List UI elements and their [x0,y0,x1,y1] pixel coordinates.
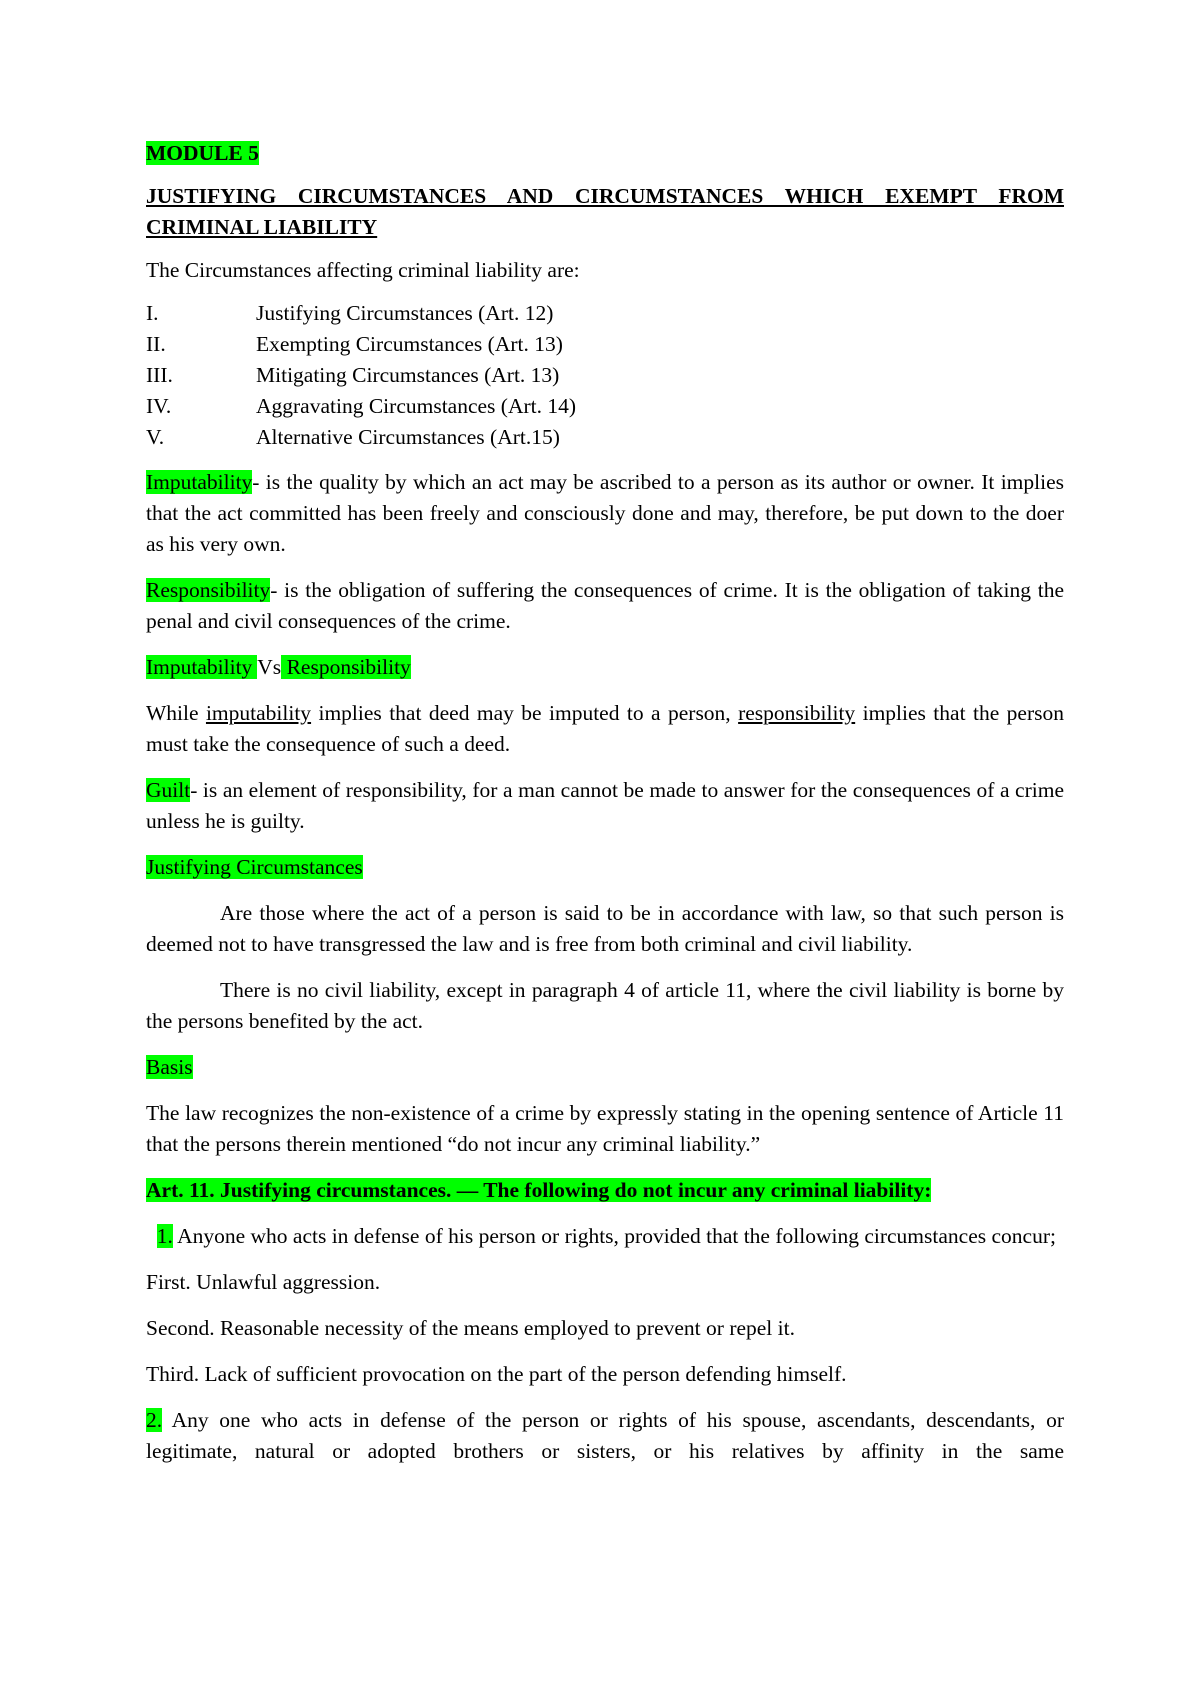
guilt-definition: Guilt- is an element of responsibility, for a man cannot be made to answer for the consequences of a crime unless he is guilty. [146,778,1064,833]
justifying-paragraph-2: There is no civil liability, except in paragraph 4 of article 11, where the civil liability is borne by the persons benefited by the act. [146,978,1064,1033]
guilt-term: Guilt [146,778,191,802]
comparison-paragraph: While imputability implies that deed may be imputed to a person, responsibility implies that the person must take the consequence of such a deed. [146,701,1064,756]
list-item-text: Aggravating Circumstances (Art. 14) [256,394,577,418]
article-11-heading: Art. 11. Justifying circumstances. — The following do not incur any criminal liability: [146,1178,932,1202]
document-page [146,138,1064,1467]
list-item-number: IV. [146,394,172,418]
list-item-number: V. [146,425,165,449]
responsibility-definition: Responsibility- is the obligation of suffering the consequences of crime. It is the obligation of taking the penal and civil consequences of the crime. [146,578,1064,633]
requisite-first: First. Unlawful aggression. [146,1270,381,1294]
list-item-text: Exempting Circumstances (Art. 13) [256,332,563,356]
list-item-text: Alternative Circumstances (Art.15) [256,425,560,449]
list-item-number: I. [146,301,159,325]
justifying-paragraph-1: Are those where the act of a person is said to be in accordance with law, so that such person is deemed not to have transgressed the law and is free from both criminal and civil liability. [146,901,1064,956]
responsibility-term: Responsibility [146,578,271,602]
list-item [146,329,1064,360]
list-item-text: Mitigating Circumstances (Art. 13) [256,363,560,387]
basis-heading: Basis [146,1055,193,1079]
list-item [146,422,1064,453]
circumstances-list [146,298,1064,453]
list-item-number: II. [146,332,166,356]
basis-paragraph: The law recognizes the non-existence of a crime by expressly stating in the opening sentence of Article 11 that the persons therein mentioned “do not incur any criminal liability.” [146,1101,1064,1156]
justifying-heading: Justifying Circumstances [146,855,363,879]
requisite-second: Second. Reasonable necessity of the means employed to prevent or repel it. [146,1316,795,1340]
comparison-heading: Imputability Vs Responsibility [146,655,411,679]
list-item [146,360,1064,391]
list-item-number: III. [146,363,173,387]
imputability-term: Imputability [146,470,253,494]
imputability-definition: Imputability- is the quality by which an act may be ascribed to a person as its author or owner. It implies that the act committed has been freely and consciously done and may, therefore, be put down to the doer as his very own. [146,470,1064,556]
list-item [146,391,1064,422]
article-11-item-2: 2. Any one who acts in defense of the person or rights of his spouse, ascendants, descendants, or legitimate, natural or adopted brothers or sisters, or his relatives by affinity in the same [146,1408,1064,1463]
document-title: JUSTIFYING CIRCUMSTANCES AND CIRCUMSTANCES WHICH EXEMPT FROM CRIMINAL LIABILITY [146,184,1064,239]
intro-text: The Circumstances affecting criminal liability are: [146,258,580,282]
module-label: MODULE 5 [146,141,259,165]
requisite-third: Third. Lack of sufficient provocation on the part of the person defending himself. [146,1362,847,1386]
article-11-item-1: 1. Anyone who acts in defense of his person or rights, provided that the following circumstances concur; [156,1224,1056,1248]
list-item-text: Justifying Circumstances (Art. 12) [256,301,554,325]
list-item [146,298,1064,329]
